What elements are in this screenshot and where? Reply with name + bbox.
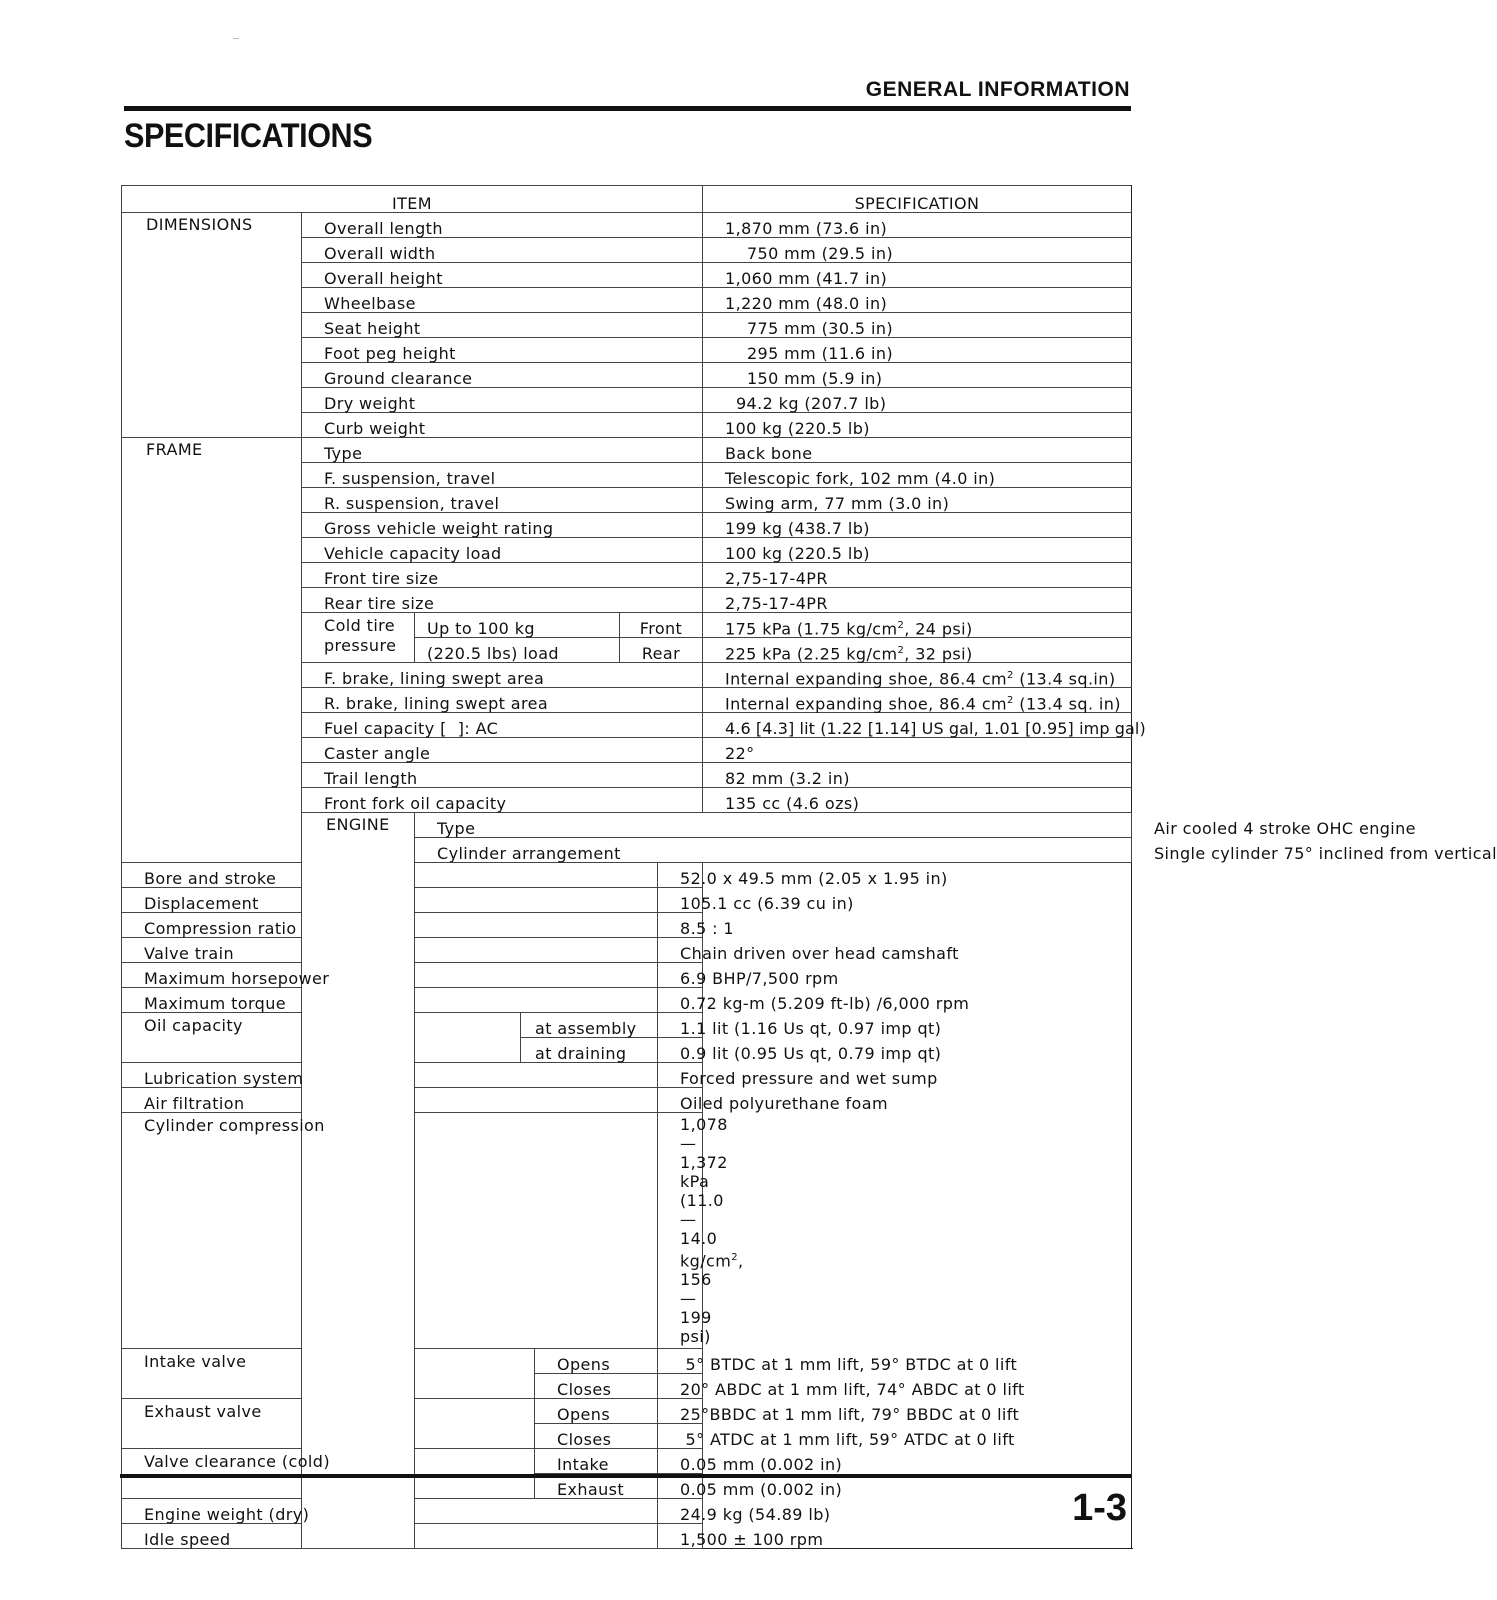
spec-cell: 750 mm (29.5 in) (703, 238, 1132, 263)
spec-cell (658, 1113, 744, 1349)
compression-spec-text: 1,078—1,372 kPa (11.0—14.0 kg/cm (680, 1115, 732, 1271)
item-cell: Wheelbase (302, 288, 703, 313)
spec-cell (703, 688, 1132, 713)
item-cell: Ground clearance (302, 363, 703, 388)
section-label-frame: FRAME (122, 438, 302, 863)
spec-cell: Oiled polyurethane foam (658, 1088, 703, 1113)
front-pressure-text: 175 kPa (1.75 kg/cm (725, 619, 898, 638)
spec-cell: 0.05 mm (0.002 in) (658, 1449, 703, 1474)
table-row (122, 1088, 1132, 1113)
superscript: 2 (897, 644, 905, 656)
item-cell: Trail length (302, 763, 703, 788)
superscript: 2 (1007, 669, 1014, 681)
table-row (122, 888, 1132, 913)
item-cell: Engine weight (dry) (122, 1499, 658, 1524)
spec-cell: 52.0 x 49.5 mm (2.05 x 1.95 in) (658, 863, 703, 888)
valve-opens-label: Opens (535, 1349, 658, 1374)
spec-cell: 5° BTDC at 1 mm lift, 59° BTDC at 0 lift (658, 1349, 703, 1374)
specification-column-header: SPECIFICATION (703, 186, 1132, 213)
item-cell: Intake valve (122, 1349, 535, 1399)
table-row (122, 988, 1132, 1013)
spec-cell: 100 kg (220.5 lb) (703, 538, 1132, 563)
spec-cell: 0.9 lit (0.95 Us qt, 0.79 imp qt) (658, 1038, 703, 1063)
item-cell: F. brake, lining swept area (302, 663, 703, 688)
spec-cell: 0.72 kg-m (5.209 ft-lb) /6,000 rpm (658, 988, 703, 1013)
item-cell (302, 613, 415, 663)
spec-cell (703, 638, 1132, 663)
spec-cell: Telescopic fork, 102 mm (4.0 in) (703, 463, 1132, 488)
spec-cell (703, 613, 1132, 638)
item-cell: Dry weight (302, 388, 703, 413)
item-cell: R. suspension, travel (302, 488, 703, 513)
item-cell: Front fork oil capacity (302, 788, 703, 813)
table-row (122, 1499, 1132, 1524)
spec-cell: 6.9 BHP/7,500 rpm (658, 963, 703, 988)
item-cell: Valve clearance (cold) (122, 1449, 535, 1499)
front-label-cell: Front (620, 613, 703, 638)
item-cell: Vehicle capacity load (302, 538, 703, 563)
valve-closes-label: Closes (535, 1374, 658, 1399)
front-pressure-text-end: , 24 psi) (904, 619, 973, 638)
spec-cell (703, 663, 1132, 688)
item-cell: Displacement (122, 888, 658, 913)
oil-assembly-label: at assembly (521, 1013, 658, 1038)
item-cell: Type (415, 813, 1132, 838)
section-label-engine: ENGINE (302, 813, 415, 1549)
spec-cell: 775 mm (30.5 in) (703, 313, 1132, 338)
item-cell: Maximum horsepower (122, 963, 658, 988)
oil-draining-label: at draining (521, 1038, 658, 1063)
item-cell: Oil capacity (122, 1013, 521, 1063)
page-number: 1-3 (1072, 1487, 1127, 1529)
footer-rule (120, 1474, 1131, 1478)
compression-spec-text-end: , 156—199 psi) (680, 1251, 744, 1347)
item-cell: Overall height (302, 263, 703, 288)
item-cell: Caster angle (302, 738, 703, 763)
item-cell: Air filtration (122, 1088, 658, 1113)
spec-cell: 22° (703, 738, 1132, 763)
brake-spec-text-end: (13.4 sq.in) (1013, 669, 1116, 688)
spec-cell: Forced pressure and wet sump (658, 1063, 703, 1088)
brake-spec-text-end: (13.4 sq. in) (1013, 694, 1121, 713)
item-cell: R. brake, lining swept area (302, 688, 703, 713)
spec-cell: 1.1 lit (1.16 Us qt, 0.97 imp qt) (658, 1013, 703, 1038)
clearance-exhaust-label: Exhaust (535, 1474, 658, 1499)
table-row (122, 1449, 1132, 1474)
spec-cell: 1,500 ± 100 rpm (658, 1524, 703, 1549)
spec-cell: 0.05 mm (0.002 in) (658, 1474, 703, 1499)
spec-cell: 82 mm (3.2 in) (703, 763, 1132, 788)
item-cell: Foot peg height (302, 338, 703, 363)
table-row (122, 963, 1132, 988)
rear-label-cell: Rear (620, 638, 703, 663)
spec-cell: 94.2 kg (207.7 lb) (703, 388, 1132, 413)
brake-spec-text: Internal expanding shoe, 86.4 cm (725, 669, 1008, 688)
item-cell: Lubrication system (122, 1063, 658, 1088)
item-cell: Curb weight (302, 413, 703, 438)
item-cell: Type (302, 438, 703, 463)
valve-closes-label: Closes (535, 1424, 658, 1449)
brake-spec-text: Internal expanding shoe, 86.4 cm (725, 694, 1008, 713)
cold-tire-label-2: pressure (324, 636, 397, 655)
item-cell: Fuel capacity [ ]: AC (302, 713, 703, 738)
spec-cell: Swing arm, 77 mm (3.0 in) (703, 488, 1132, 513)
item-cell: Cylinder compression (122, 1113, 658, 1349)
section-label-dimensions: DIMENSIONS (122, 213, 302, 438)
spec-cell: 8.5 : 1 (658, 913, 703, 938)
table-row (122, 863, 1132, 888)
spec-cell: 2,75-17-4PR (703, 588, 1132, 613)
item-cell: Bore and stroke (122, 863, 658, 888)
superscript: 2 (731, 1252, 738, 1263)
spec-cell: 25°BBDC at 1 mm lift, 79° BBDC at 0 lift (658, 1399, 703, 1424)
rear-pressure-text: 225 kPa (2.25 kg/cm (725, 644, 898, 663)
spec-cell: Back bone (703, 438, 1132, 463)
superscript: 2 (1007, 694, 1014, 706)
table-row (122, 1013, 1132, 1038)
spec-cell: 295 mm (11.6 in) (703, 338, 1132, 363)
item-cell: Gross vehicle weight rating (302, 513, 703, 538)
spec-cell: 1,220 mm (48.0 in) (703, 288, 1132, 313)
table-header-row (122, 186, 1132, 213)
table-row (122, 1113, 1132, 1349)
spec-cell: 135 cc (4.6 ozs) (703, 788, 1132, 813)
table-row (122, 1399, 1132, 1424)
header-rule (124, 106, 1131, 111)
item-cell: Overall length (302, 213, 703, 238)
rear-pressure-text-end: , 32 psi) (904, 644, 973, 663)
item-cell: Exhaust valve (122, 1399, 535, 1449)
scan-mark (233, 38, 239, 39)
valve-opens-label: Opens (535, 1399, 658, 1424)
load-cell: Up to 100 kg (415, 613, 620, 638)
spec-cell: 100 kg (220.5 lb) (703, 413, 1132, 438)
item-cell: Compression ratio (122, 913, 658, 938)
superscript: 2 (897, 619, 905, 631)
item-cell: Seat height (302, 313, 703, 338)
spec-cell: 1,060 mm (41.7 in) (703, 263, 1132, 288)
table-row (122, 1524, 1132, 1549)
spec-cell: 150 mm (5.9 in) (703, 363, 1132, 388)
item-column-header: ITEM (122, 186, 703, 213)
spec-cell: 1,870 mm (73.6 in) (703, 213, 1132, 238)
spec-cell: 2,75-17-4PR (703, 563, 1132, 588)
item-cell: Maximum torque (122, 988, 658, 1013)
spec-cell: 105.1 cc (6.39 cu in) (658, 888, 703, 913)
spec-cell: 199 kg (438.7 lb) (703, 513, 1132, 538)
specifications-table (121, 185, 1497, 1550)
item-cell: Overall width (302, 238, 703, 263)
table-row (122, 213, 1132, 238)
load-cell: (220.5 lbs) load (415, 638, 620, 663)
table-row (122, 913, 1132, 938)
item-cell: Valve train (122, 938, 658, 963)
item-cell: F. suspension, travel (302, 463, 703, 488)
item-cell: Idle speed (122, 1524, 658, 1549)
table-row: Cylinder arrangement Single cylinder 75° inclined from vertical (122, 838, 1132, 863)
table-row (122, 1349, 1132, 1374)
table-row (122, 1063, 1132, 1088)
table-row (122, 938, 1132, 963)
cold-tire-label-1: Cold tire (324, 616, 396, 635)
item-cell: Rear tire size (302, 588, 703, 613)
spec-cell: 5° ATDC at 1 mm lift, 59° ATDC at 0 lift (658, 1424, 703, 1449)
spec-cell: 4.6 [4.3] lit (1.22 [1.14] US gal, 1.01 [0.95] imp gal) (703, 713, 1132, 738)
section-header-label: GENERAL INFORMATION (865, 78, 1130, 101)
table-row: ENGINE Type Air cooled 4 stroke OHC engine (122, 813, 1132, 838)
clearance-intake-label: Intake (535, 1449, 658, 1474)
page-title: SPECIFICATIONS (124, 117, 373, 155)
item-cell: Front tire size (302, 563, 703, 588)
table-row (122, 438, 1132, 463)
item-cell: Cylinder arrangement (415, 838, 1132, 863)
spec-cell: Chain driven over head camshaft (658, 938, 703, 963)
spec-cell: 20° ABDC at 1 mm lift, 74° ABDC at 0 lift (658, 1374, 703, 1399)
spec-cell: 24.9 kg (54.89 lb) (658, 1499, 703, 1524)
